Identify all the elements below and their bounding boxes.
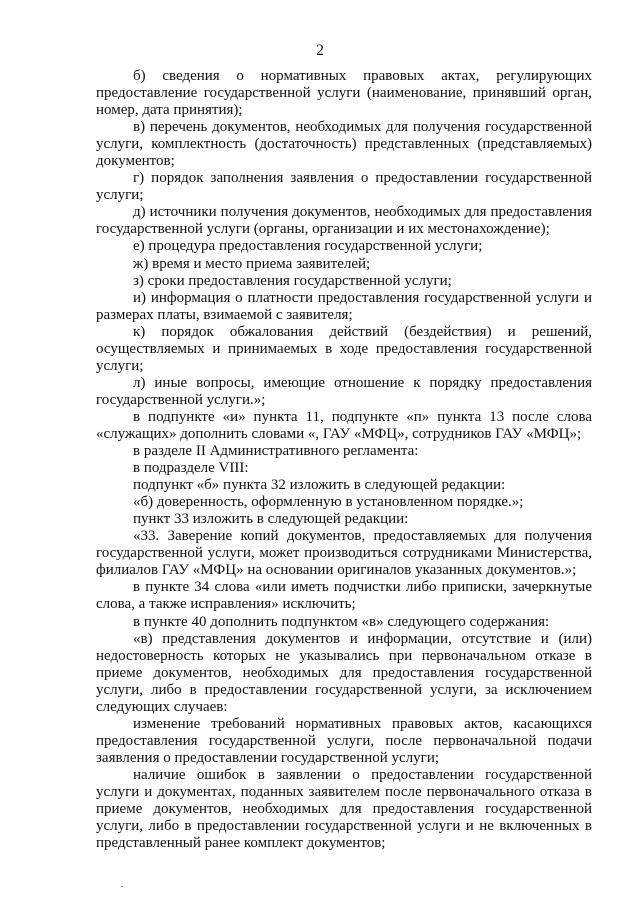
scan-speck bbox=[121, 886, 123, 887]
paragraph-z-service-terms: з) сроки предоставления государственной услуги; bbox=[133, 272, 452, 289]
paragraph-subsection-viii: в подразделе VIII: bbox=[133, 460, 249, 477]
paragraph-zh-reception-time: ж) время и место приема заявителей; bbox=[133, 255, 371, 272]
paragraph-point-33-text: «33. Заверение копий документов, предоставляемых для получения государственной услуги, может производиться сотрудниками Министерства, филиалов ГАУ «МФЦ» на основании оригиналов указанных документов.»; bbox=[96, 528, 592, 579]
paragraph-k-appeal-procedure: к) порядок обжалования действий (бездействия) и решений, осуществляемых и принимаемых в ходе предоставления государственной услуги; bbox=[96, 323, 592, 374]
paragraph-d-document-sources: д) источники получения документов, необходимых для предоставления государственной услуги (органы, организации и их местонахождение); bbox=[96, 204, 592, 238]
paragraph-point-33: пункт 33 изложить в следующей редакции: bbox=[133, 511, 409, 528]
paragraph-b-regulatory-acts: б) сведения о нормативных правовых актах, регулирующих предоставление государственной услуги (наименование, принявший орган, номер, дата принятия); bbox=[96, 68, 592, 119]
paragraph-requirements-change: изменение требований нормативных правовых актов, касающихся предоставления государственной услуги, после первоначальной подачи заявления о предоставлении государственной услуги; bbox=[96, 715, 592, 766]
paragraph-application-errors: наличие ошибок в заявлении о предоставлении государственной услуги и документах, поданных заявителем после первоначального отказа в приеме документов, необходимых для предоставления государственной услуги, либо в предоставлении государственной услуги и не включенных в представленный ранее комплект документов; bbox=[96, 766, 592, 852]
paragraph-e-procedure: е) процедура предоставления государственной услуги; bbox=[133, 238, 483, 255]
paragraph-point-32: подпункт «б» пункта 32 изложить в следующей редакции: bbox=[133, 477, 506, 494]
paragraph-point-40-v: «в) представления документов и информации, отсутствие и (или) недостоверность которых не указывались при первоначальном отказе в приеме документов, необходимых для предоставления государственной услуги, либо в предоставлении государственной услуги, за исключением следующих случаев: bbox=[96, 630, 592, 715]
paragraph-point-34: в пункте 34 слова «или иметь подчистки либо приписки, зачеркнутые слова, а также исправления» исключить; bbox=[96, 579, 592, 613]
paragraph-power-of-attorney: «б) доверенность, оформленную в установленном порядке.»; bbox=[133, 494, 524, 511]
paragraph-v-documents-list: в) перечень документов, необходимых для получения государственной услуги, комплектность (достаточность) представленных (представляемых) документов; bbox=[96, 119, 592, 170]
paragraph-section-ii: в разделе II Административного регламента: bbox=[133, 443, 419, 460]
page-number: 2 bbox=[316, 42, 324, 59]
paragraph-g-application-filling: г) порядок заполнения заявления о предоставлении государственной услуги; bbox=[96, 170, 592, 204]
paragraph-l-other-questions: л) иные вопросы, имеющие отношение к порядку предоставления государственной услуги.»; bbox=[96, 374, 592, 408]
paragraph-point-40: в пункте 40 дополнить подпунктом «в» следующего содержания: bbox=[133, 613, 550, 630]
paragraph-amendment-point-11: в подпункте «и» пункта 11, подпункте «п» пункта 13 после слова «служащих» дополнить словами «, ГАУ «МФЦ», сотрудников ГАУ «МФЦ»; bbox=[96, 408, 592, 442]
paragraph-i-payment-info: и) информация о платности предоставления государственной услуги и размерах платы, взимаемой с заявителя; bbox=[96, 289, 592, 323]
document-body bbox=[96, 68, 592, 852]
